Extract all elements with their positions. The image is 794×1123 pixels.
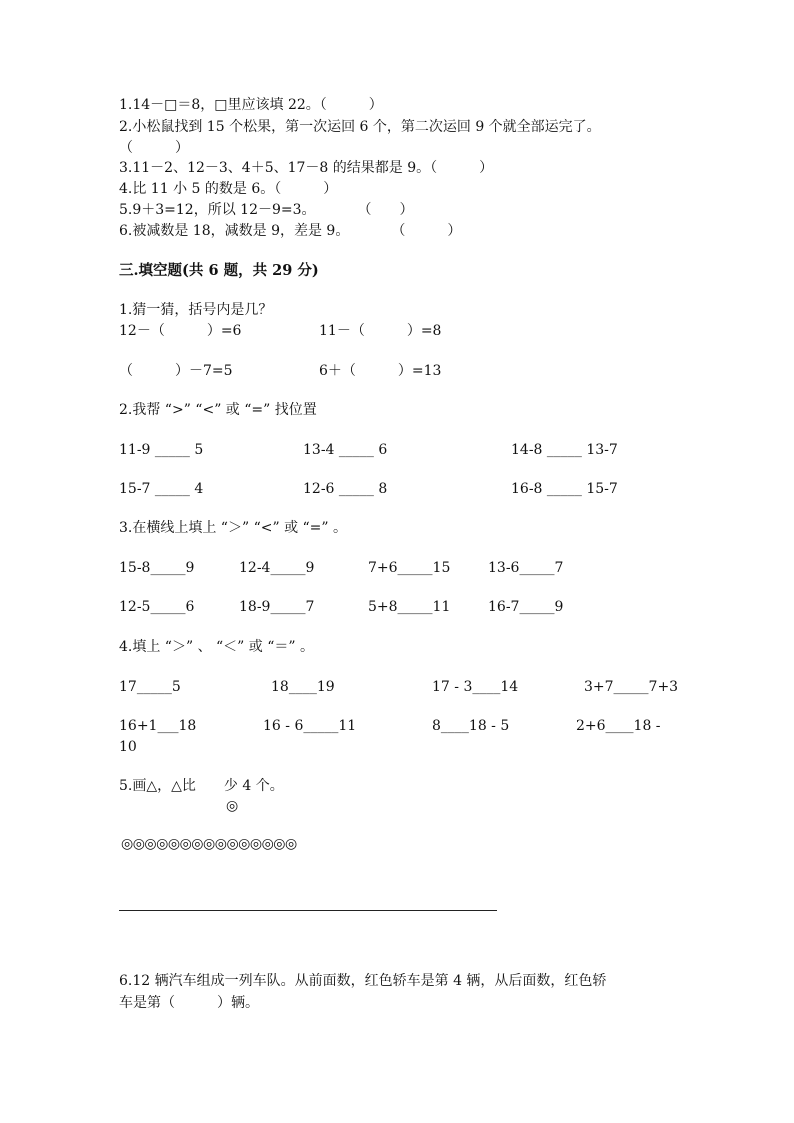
- problem-4-item: 8____18 - 5: [432, 718, 510, 734]
- problem-3-item: 15-8_____9: [119, 560, 195, 576]
- problem-2-item: 15-7 _____ 4: [119, 481, 204, 497]
- problem-3-item: 12-4_____9: [239, 560, 315, 576]
- problem-1-title: 1.猜一猜，括号内是几？: [119, 302, 273, 318]
- problem-3-item: 5+8_____11: [368, 599, 451, 615]
- problem-6-line-1: 6.12 辆汽车组成一列车队。从前面数，红色轿车是第 4 辆，从后面数，红色轿: [119, 973, 607, 989]
- answer-line: [119, 910, 497, 911]
- problem-4-item: 2+6____18 -: [576, 718, 661, 734]
- problem-2-item: 13-4 _____ 6: [303, 442, 388, 458]
- problem-2-item: 16-8 _____ 15-7: [511, 481, 618, 497]
- problem-1-item-b: 11－（ ）=8: [319, 323, 442, 339]
- problem-2-item: 14-8 _____ 13-7: [511, 442, 618, 458]
- problem-4-item: 17 - 3____14: [432, 679, 519, 695]
- problem-1-item-a: 12－（ ）=6: [119, 323, 242, 339]
- problem-4-item: 16 - 6_____11: [263, 718, 357, 734]
- problem-4-item: 17_____5: [119, 679, 181, 695]
- problem-6-line-2: 车是第（ ）辆。: [119, 995, 259, 1011]
- judge-question-6: 6.被减数是 18，减数是 9，差是 9。 （ ）: [119, 223, 462, 239]
- judge-question-5: 5.9＋3=12，所以 12－9=3。 （ ）: [119, 202, 414, 218]
- judge-question-2: 2.小松鼠找到 15 个松果，第一次运回 6 个，第二次运回 9 个就全部运完了。: [119, 119, 601, 135]
- problem-3-item: 13-6_____7: [488, 560, 564, 576]
- problem-4-item: 16+1___18: [119, 718, 197, 734]
- problem-2-item: 12-6 _____ 8: [303, 481, 388, 497]
- problem-3-item: 7+6_____15: [368, 560, 451, 576]
- problem-4-item: 18____19: [271, 679, 335, 695]
- judge-question-3: 3.11－2、12－3、4＋5、17－8 的结果都是 9。（ ）: [119, 160, 494, 176]
- problem-4-title: 4.填上 “＞” 、 “＜” 或 “＝” 。: [119, 639, 315, 655]
- problem-4-item-wrap: 10: [119, 739, 137, 755]
- problem-2-item: 11-9 _____ 5: [119, 442, 204, 458]
- problem-1-item-d: 6＋（ ）=13: [319, 363, 442, 379]
- double-circle-row: ◎◎◎◎◎◎◎◎◎◎◎◎◎◎◎: [121, 836, 297, 852]
- problem-2-title: 2.我帮 “>” “<” 或 “=” 找位置: [119, 402, 317, 418]
- problem-4-item: 3+7_____7+3: [584, 679, 679, 695]
- problem-3-item: 12-5_____6: [119, 599, 195, 615]
- judge-question-1: 1.14－□＝8，□里应该填 22。（ ）: [119, 97, 383, 113]
- problem-3-item: 16-7_____9: [488, 599, 564, 615]
- double-circle-icon: ◎: [226, 798, 239, 814]
- problem-3-item: 18-9_____7: [239, 599, 315, 615]
- judge-question-2-answer: （ ）: [119, 140, 189, 156]
- problem-1-item-c: （ ）－7=5: [119, 363, 233, 379]
- problem-3-title: 3.在横线上填上 “＞” “<” 或 “=” 。: [119, 520, 348, 536]
- problem-5-title: 5.画△，△比 少 4 个。: [119, 778, 284, 794]
- judge-question-4: 4.比 11 小 5 的数是 6。（ ）: [119, 181, 338, 197]
- section-title-fill-in: 三.填空题(共 6 题，共 29 分): [119, 262, 319, 279]
